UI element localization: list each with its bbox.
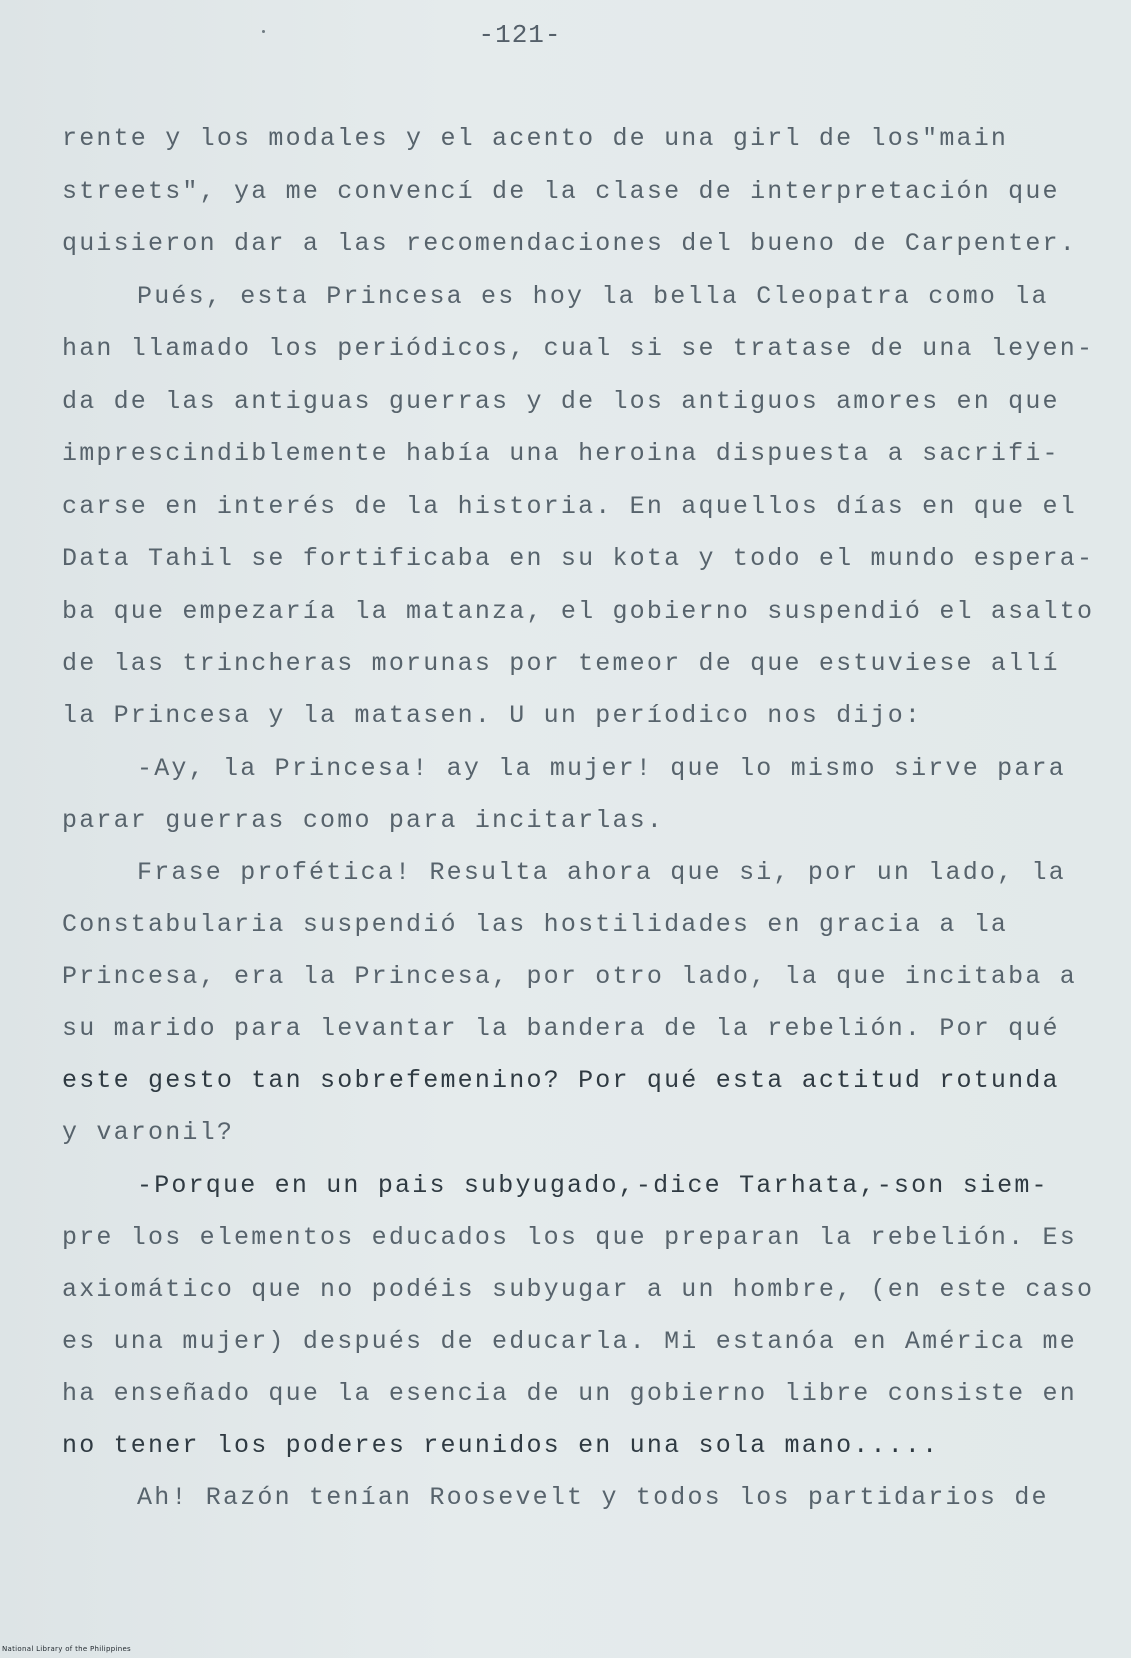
text-line: este gesto tan sobrefemenino? Por qué esta actitud rotunda	[62, 1066, 1060, 1095]
text-line: Frase profética! Resulta ahora que si, por un lado, la	[137, 858, 1066, 887]
text-line: parar guerras como para incitarlas.	[62, 806, 665, 835]
text-line: ba que empezaría la matanza, el gobierno suspendió el asalto	[62, 597, 1095, 626]
text-line: imprescindiblemente había una heroina dispuesta a sacrifi-	[62, 439, 1060, 468]
text-line: da de las antiguas guerras y de los antiguos amores en que	[62, 387, 1060, 416]
text-line: carse en interés de la historia. En aquellos días en que el	[62, 492, 1077, 521]
text-line: su marido para levantar la bandera de la rebelión. Por qué	[62, 1014, 1060, 1043]
text-line: es una mujer) después de educarla. Mi estanóa en América me	[62, 1327, 1077, 1356]
text-line: Ah! Razón tenían Roosevelt y todos los partidarios de	[137, 1483, 1049, 1512]
text-line: han llamado los periódicos, cual si se tratase de una leyen-	[62, 334, 1095, 363]
text-line: ha enseñado que la esencia de un gobierno libre consiste en	[62, 1379, 1077, 1408]
text-line: streets", ya me convencí de la clase de interpretación que	[62, 177, 1060, 206]
library-caption: National Library of the Philippines	[2, 1645, 131, 1653]
text-line: axiomático que no podéis subyugar a un hombre, (en este caso	[62, 1275, 1095, 1304]
text-line: Data Tahil se fortificaba en su kota y todo el mundo espera-	[62, 544, 1095, 573]
text-line: no tener los poderes reunidos en una sola mano.....	[62, 1431, 940, 1460]
text-line: -Porque en un pais subyugado,-dice Tarhata,-son siem-	[137, 1171, 1049, 1200]
text-line: Constabularia suspendió las hostilidades en gracia a la	[62, 910, 1009, 939]
text-line: y varonil?	[62, 1118, 235, 1147]
text-line: -Ay, la Princesa! ay la mujer! que lo mismo sirve para	[137, 754, 1066, 783]
text-line: rente y los modales y el acento de una girl de los"main	[62, 124, 1009, 153]
text-line: de las trincheras morunas por temeor de que estuviese allí	[62, 649, 1060, 678]
text-line: la Princesa y la matasen. U un períodico nos dijo:	[62, 701, 923, 730]
scan-speck	[262, 30, 265, 33]
text-line: quisieron dar a las recomendaciones del bueno de Carpenter.	[62, 229, 1077, 258]
page-number: -121-	[478, 20, 562, 50]
text-line: Princesa, era la Princesa, por otro lado, la que incitaba a	[62, 962, 1077, 991]
text-line: Pués, esta Princesa es hoy la bella Cleopatra como la	[137, 282, 1049, 311]
text-line: pre los elementos educados los que preparan la rebelión. Es	[62, 1223, 1077, 1252]
